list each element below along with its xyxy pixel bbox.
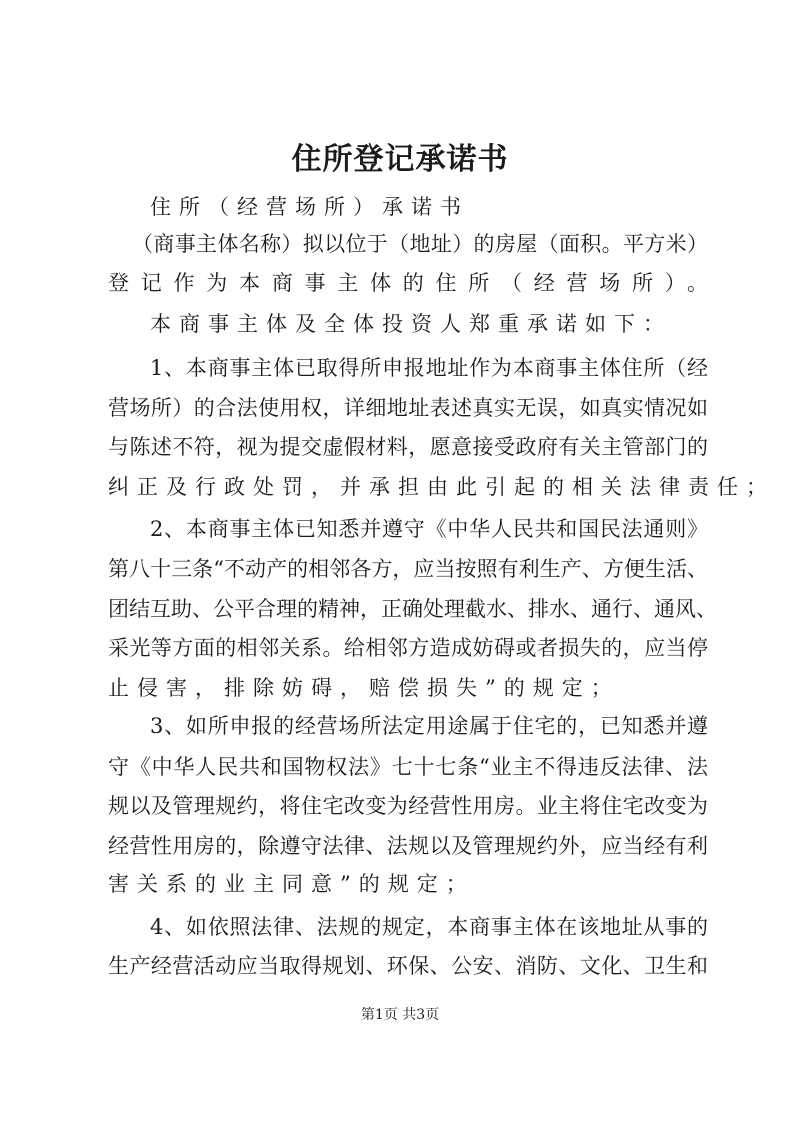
text-line: 营场所）的合法使用权，详细地址表述真实无误，如真实情况如 [108, 396, 708, 420]
text-line: 本商事主体及全体投资人郑重承诺如下： [150, 312, 672, 336]
text-line: 第八十三条“不动产的相邻各方，应当按照有利生产、方便生活、 [108, 557, 708, 581]
text-line: 与陈述不符，视为提交虚假材料，愿意接受政府有关主管部门的 [108, 435, 708, 459]
text-line: 经营性用房的，除遵守法律、法规以及管理规约外，应当经有利 [108, 834, 708, 858]
page-footer: 第1页 共3页 [360, 1007, 440, 1023]
text-line: 3、如所申报的经营场所法定用途属于住宅的，已知悉并遵 [150, 714, 708, 738]
text-line: 1、本商事主体已取得所申报地址作为本商事主体住所（经 [150, 356, 708, 380]
document-title: 住所登记承诺书 [291, 142, 509, 177]
text-line: 纠正及行政处罚，并承担由此引起的相关法律责任； [108, 475, 775, 499]
text-line: 4、如依照法律、法规的规定，本商事主体在该地址从事的 [150, 915, 708, 939]
text-line: 登记作为本商事主体的住所（经营场所）。 [108, 271, 708, 295]
text-line: 住所（经营场所）承诺书 [150, 195, 469, 219]
text-line: 规以及管理规约，将住宅改变为经营性用房。业主将住宅改变为 [108, 794, 708, 818]
text-line: 采光等方面的相邻关系。给相邻方造成妨碍或者损失的，应当停 [108, 636, 708, 660]
text-line: 生产经营活动应当取得规划、环保、公安、消防、文化、卫生和 [108, 954, 708, 978]
text-line: 害关系的业主同意”的规定； [108, 872, 475, 896]
text-line: 守《中华人民共和国物权法》七十七条“业主不得违反法律、法 [108, 755, 708, 779]
text-line: 2、本商事主体已知悉并遵守《中华人民共和国民法通则》 [150, 517, 708, 541]
text-line: 止侵害，排除妨碍，赔偿损失”的规定； [108, 676, 620, 700]
text-line: 团结互助、公平合理的精神，正确处理截水、排水、通行、通风、 [108, 597, 717, 621]
text-line: （商事主体名称）拟以位于（地址）的房屋（面积。平方米） [132, 232, 708, 256]
